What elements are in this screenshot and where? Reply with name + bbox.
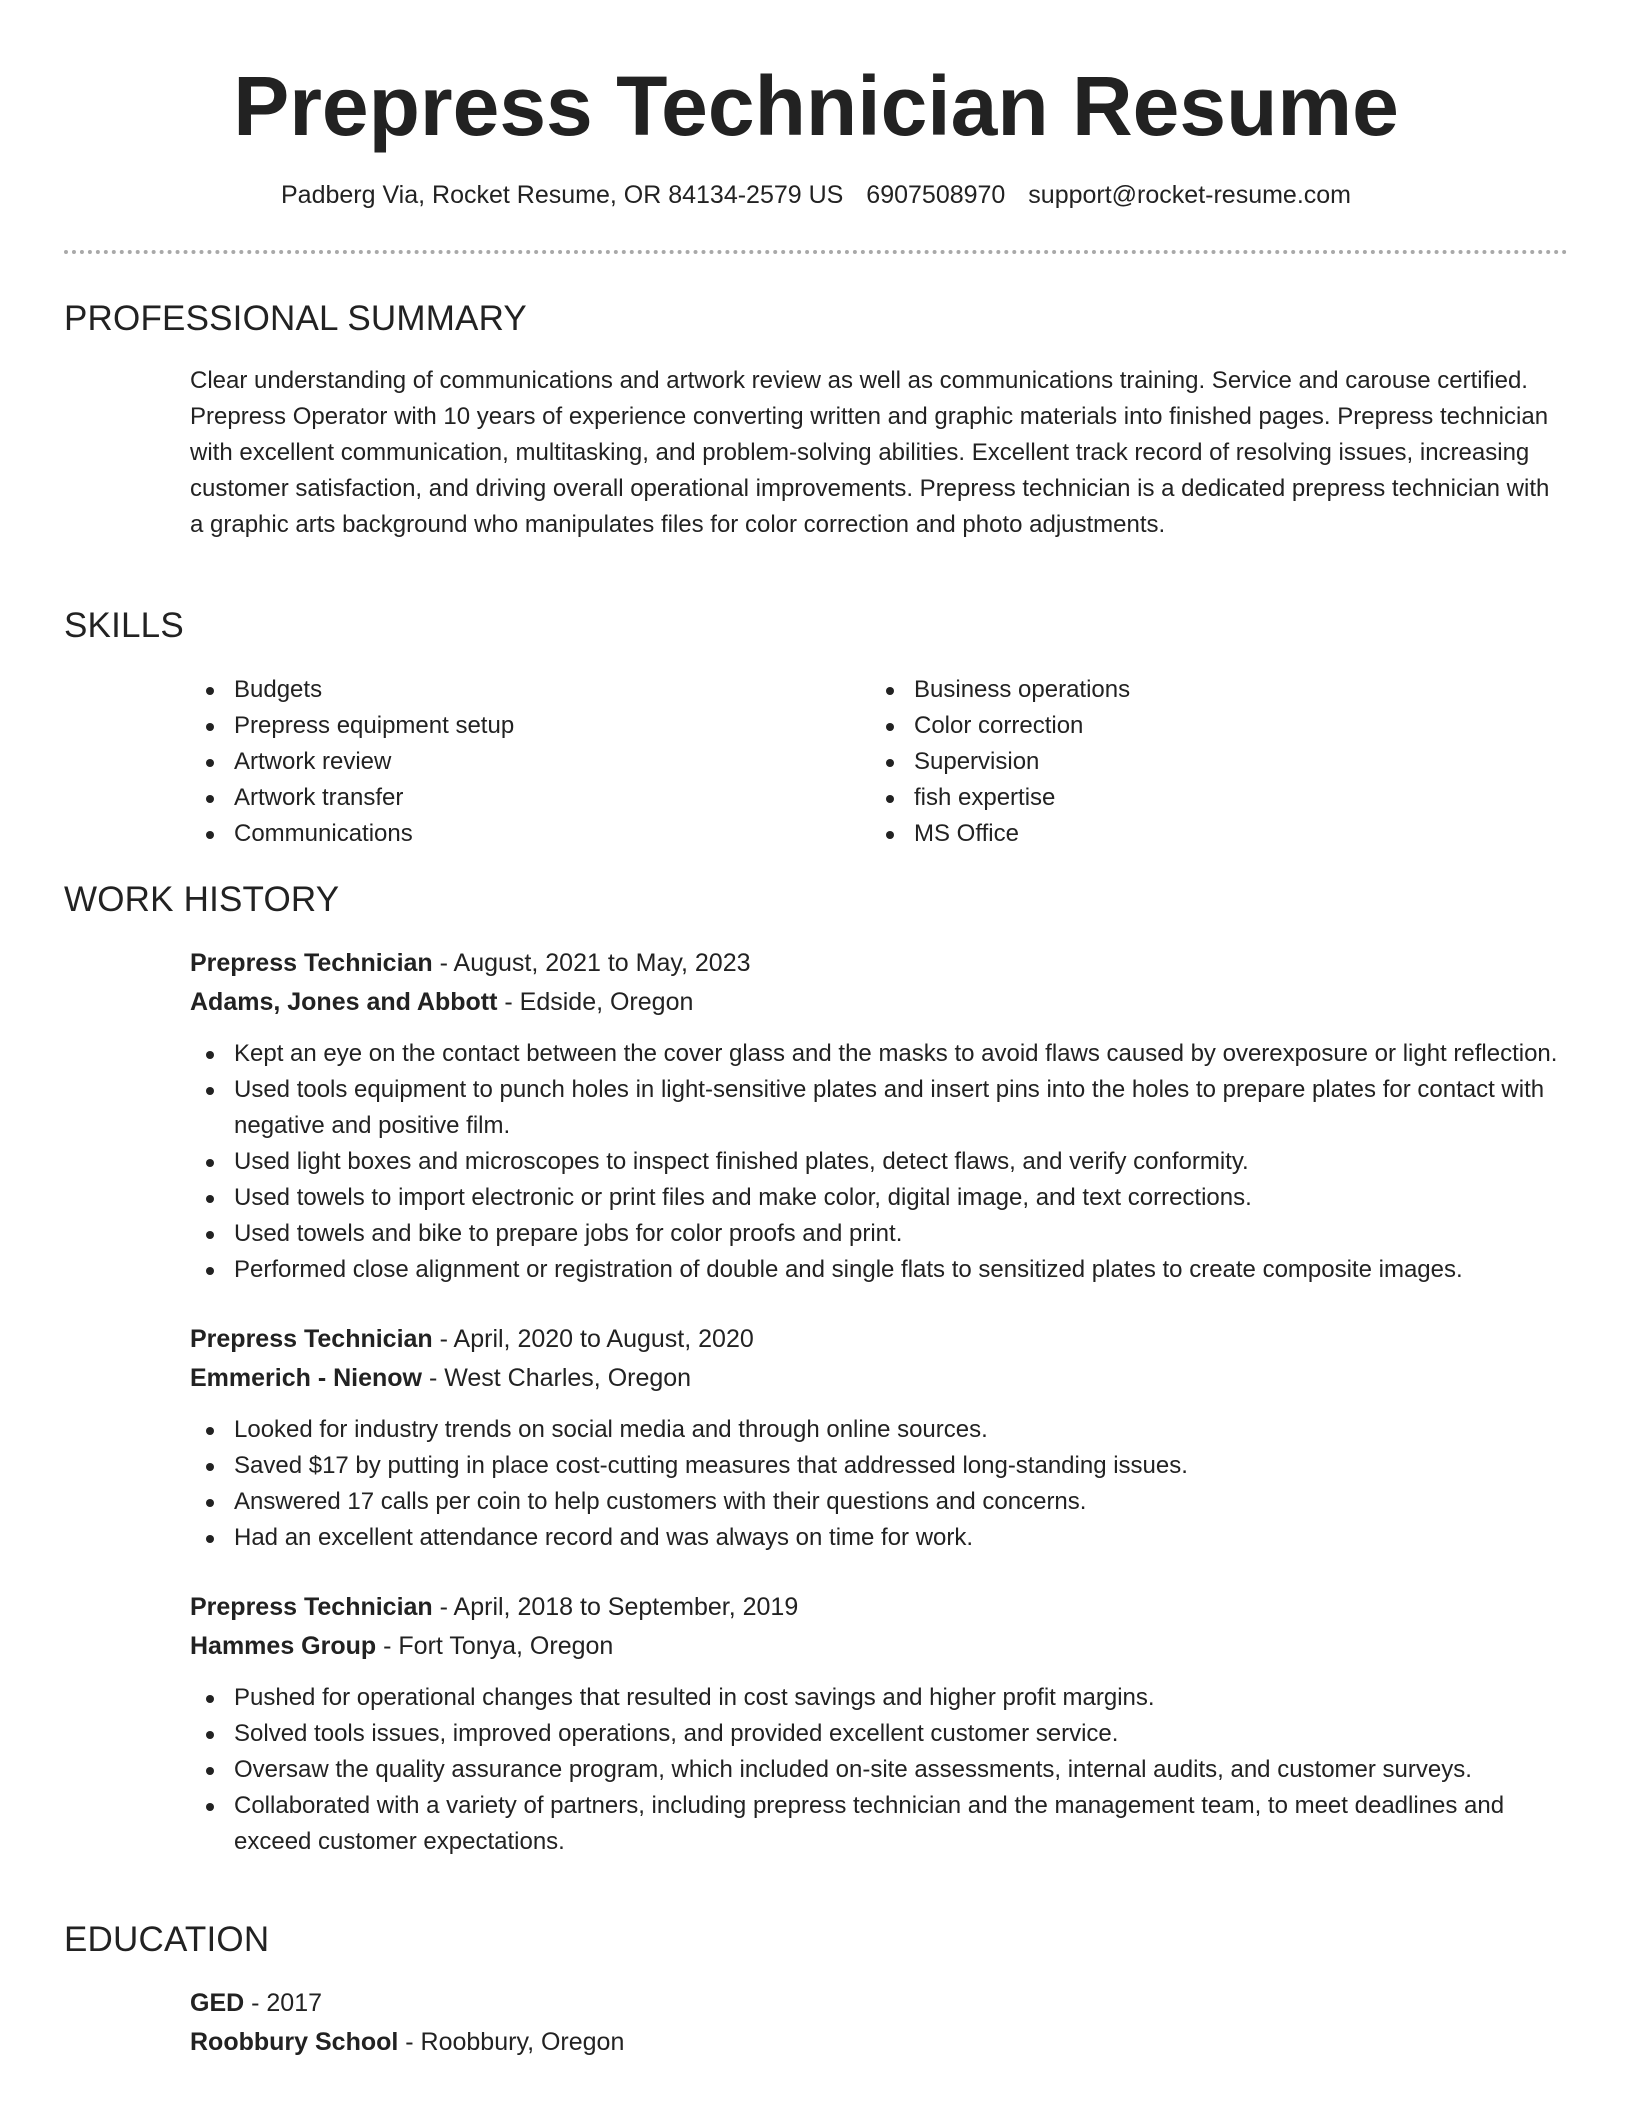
- job-company-line: [190, 1359, 1568, 1398]
- contact-phone: 6907508970: [866, 181, 1006, 209]
- job-dates: - April, 2018 to September, 2019: [432, 1593, 799, 1621]
- skills-heading: SKILLS: [64, 606, 184, 645]
- job-location: - Edside, Oregon: [497, 988, 694, 1016]
- skill-item: fish expertise: [870, 780, 1550, 816]
- job-title-line: [190, 1588, 1568, 1627]
- job-bullet: Saved $17 by putting in place cost-cutting measures that addressed long-standing issues.: [190, 1448, 1568, 1484]
- job-bullet: Answered 17 calls per coin to help customers with their questions and concerns.: [190, 1484, 1568, 1520]
- job-bullet: Used light boxes and microscopes to inspect finished plates, detect flaws, and verify conformity.: [190, 1144, 1568, 1180]
- skill-item: Business operations: [870, 672, 1550, 708]
- job-company: Emmerich - Nienow: [190, 1364, 422, 1392]
- summary-heading: PROFESSIONAL SUMMARY: [64, 299, 527, 338]
- job-bullet: Used towels and bike to prepare jobs for color proofs and print.: [190, 1216, 1568, 1252]
- job-company: Adams, Jones and Abbott: [190, 988, 498, 1016]
- skill-item: Communications: [190, 816, 870, 852]
- skill-item: MS Office: [870, 816, 1550, 852]
- job-bullet: Collaborated with a variety of partners, including prepress technician and the management team, to meet deadlines and exceed customer expectations.: [190, 1788, 1568, 1860]
- education-school: Roobbury School: [190, 2028, 399, 2056]
- job-bullet: Pushed for operational changes that resulted in cost savings and higher profit margins.: [190, 1680, 1568, 1716]
- job-company-line: [190, 1627, 1568, 1666]
- job-bullet: Used tools equipment to punch holes in light-sensitive plates and insert pins into the holes to prepare plates for contact with negative and positive film.: [190, 1072, 1568, 1144]
- education-heading: EDUCATION: [64, 1920, 270, 1959]
- job-dates: - April, 2020 to August, 2020: [432, 1325, 754, 1353]
- job-title: Prepress Technician: [190, 1325, 433, 1353]
- job-bullet: Kept an eye on the contact between the cover glass and the masks to avoid flaws caused by overexposure or light reflection.: [190, 1036, 1568, 1072]
- skills-section: [64, 604, 1568, 852]
- job-bullet: Solved tools issues, improved operations, and provided excellent customer service.: [190, 1716, 1568, 1752]
- work-history-section: [64, 878, 1568, 1892]
- skill-item: Budgets: [190, 672, 870, 708]
- skill-item: Artwork review: [190, 744, 870, 780]
- page-title: Prepress Technician Resume: [233, 59, 1399, 153]
- job-bullet: Used towels to import electronic or print files and make color, digital image, and text corrections.: [190, 1180, 1568, 1216]
- job-bullet: Oversaw the quality assurance program, which included on-site assessments, internal audits, and customer surveys.: [190, 1752, 1568, 1788]
- skill-item: Supervision: [870, 744, 1550, 780]
- job-location: - Fort Tonya, Oregon: [376, 1632, 614, 1660]
- contact-address: Padberg Via, Rocket Resume, OR 84134-2579 US: [280, 181, 844, 209]
- education-degree-line: [190, 1984, 1568, 2023]
- contact-email: support@rocket-resume.com: [1028, 181, 1352, 209]
- education-school-line: [190, 2023, 1568, 2062]
- header-divider: [64, 250, 1568, 254]
- summary-text: Clear understanding of communications and artwork review as well as communications training. Service and carouse certified. Prepress Operator with 10 years of experience converting written and graphic materials into finished pages. Prepress technician with excellent communication, multitasking, and problem-solving abilities. Excellent track record of resolving issues, increasing customer satisfaction, and driving overall operational improvements. Prepress technician is a dedicated prepress technician with a graphic arts background who manipulates files for color correction and photo adjustments.: [190, 367, 1550, 538]
- work-history-heading: WORK HISTORY: [64, 880, 340, 919]
- job-bullets: [190, 1036, 1568, 1288]
- job-bullet: Had an excellent attendance record and was always on time for work.: [190, 1520, 1568, 1556]
- contact-line: [0, 178, 1632, 212]
- job-entry: [190, 1320, 1568, 1556]
- education-year: - 2017: [244, 1989, 323, 2017]
- job-company-line: [190, 983, 1568, 1022]
- education-location: - Roobbury, Oregon: [398, 2028, 625, 2056]
- job-title: Prepress Technician: [190, 949, 433, 977]
- summary-section: [64, 297, 1568, 543]
- job-location: - West Charles, Oregon: [422, 1364, 692, 1392]
- job-bullet: Performed close alignment or registration of double and single flats to sensitized plates to create composite images.: [190, 1252, 1568, 1288]
- education-section: [64, 1918, 1568, 2062]
- job-bullet: Looked for industry trends on social media and through online sources.: [190, 1412, 1568, 1448]
- skills-column-left: [190, 672, 870, 852]
- skill-item: Artwork transfer: [190, 780, 870, 816]
- skill-item: Color correction: [870, 708, 1550, 744]
- job-title-line: [190, 944, 1568, 983]
- job-bullets: [190, 1680, 1568, 1860]
- job-title-line: [190, 1320, 1568, 1359]
- skills-grid: [190, 672, 1568, 852]
- job-company: Hammes Group: [190, 1632, 377, 1660]
- job-entry: [190, 944, 1568, 1288]
- skills-column-right: [870, 672, 1550, 852]
- education-degree: GED: [190, 1989, 245, 2017]
- job-bullets: [190, 1412, 1568, 1556]
- job-title: Prepress Technician: [190, 1593, 433, 1621]
- job-entry: [190, 1588, 1568, 1860]
- skill-item: Prepress equipment setup: [190, 708, 870, 744]
- job-dates: - August, 2021 to May, 2023: [432, 949, 751, 977]
